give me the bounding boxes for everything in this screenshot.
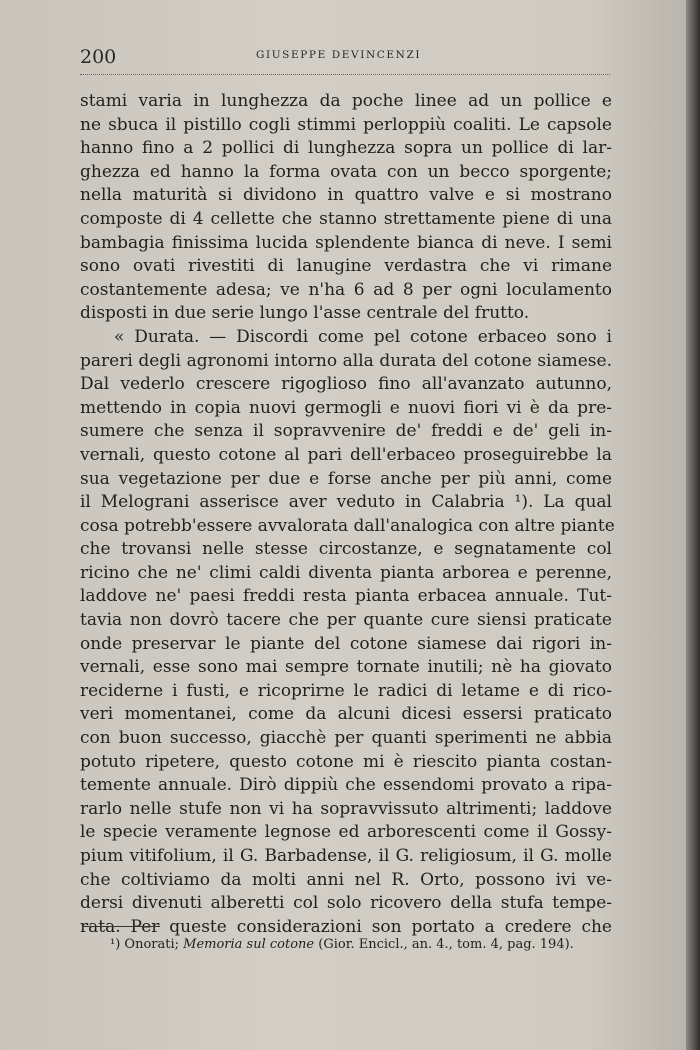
running-title: GIUSEPPE DEVINCENZI: [256, 49, 422, 61]
text-line: stami varia in lunghezza da poche linee ad un pollice e: [80, 91, 612, 111]
text-line: sono ovati rivestiti di lanugine verdastra che vi rimane: [80, 256, 612, 277]
text-line: le specie veramente legnose ed arborescenti come il Gossy-: [80, 822, 612, 843]
text-line: potuto ripetere, questo cotone mi è riescito pianta costan-: [80, 751, 612, 772]
text-line: tavia non dovrò tacere che per quante cure siensi praticate: [80, 610, 612, 631]
text-line: mettendo in copia nuovi germogli e nuovi fiori vi è da pre-: [80, 397, 612, 418]
text-line: vernali, questo cotone al pari dell'erbaceo proseguirebbe la: [80, 444, 612, 465]
text-line: con buon successo, giacchè per quanti sperimenti ne abbia: [80, 728, 612, 749]
text-line: onde preservar le piante del cotone siamese dai rigori in-: [80, 633, 612, 654]
text-line: ricino che ne' climi caldi diventa pianta arborea e perenne,: [80, 562, 612, 583]
header-rule: [80, 74, 610, 75]
text-line: vernali, esse sono mai sempre tornate inutili; nè ha giovato: [80, 657, 612, 678]
text-line: laddove ne' paesi freddi resta pianta erbacea annuale. Tut-: [80, 586, 612, 607]
text-line: Dal vederlo crescere rigoglioso fino all'avanzato autunno,: [80, 374, 612, 395]
text-line: reciderne i fusti, e ricoprirne le radici di letame e di rico-: [80, 680, 612, 701]
text-line: nella maturità si dividono in quattro valve e si mostrano: [80, 185, 612, 206]
text-line: temente annuale. Dirò dippiù che essendomi provato a ripa-: [80, 775, 612, 796]
text-line: ne sbuca il pistillo cogli stimmi perloppiù coaliti. Le capsole: [80, 114, 612, 135]
book-gutter: [686, 0, 700, 1050]
text-line: il Melograni asserisce aver veduto in Calabria ¹). La qual: [80, 492, 612, 513]
page-number: 200: [80, 46, 117, 68]
text-line: pareri degli agronomi intorno alla durata del cotone siamese.: [80, 350, 612, 371]
text-line: disposti in due serie lungo l'asse centrale del frutto.: [80, 303, 530, 324]
text-line: che coltiviamo da molti anni nel R. Orto, possono ivi ve-: [80, 869, 612, 890]
text-line: rata. Per queste considerazioni son portato a credere che: [80, 916, 612, 937]
text-line: sumere che senza il sopravvenire de' freddi e de' geli in-: [80, 421, 612, 442]
text-line: cosa potrebb'essere avvalorata dall'analogica con altre piante: [80, 515, 615, 536]
text-line: hanno fino a 2 pollici di lunghezza sopra un pollice di lar-: [80, 138, 612, 159]
text-line: veri momentanei, come da alcuni dicesi essersi praticato: [80, 704, 612, 725]
footnote-reference: (Gior. Encicl., an. 4., tom. 4, pag. 194).: [318, 937, 574, 952]
text-line: composte di 4 cellette che stanno strettamente piene di una: [80, 208, 612, 229]
page-header: [80, 44, 610, 74]
footnote-rule: [82, 926, 160, 927]
text-line: bambagia finissima lucida splendente bianca di neve. I semi: [80, 232, 612, 253]
text-line: ghezza ed hanno la forma ovata con un becco sporgente;: [80, 161, 612, 182]
text-line: dersi divenuti alberetti col solo ricovero della stufa tempe-: [80, 893, 612, 914]
footnote-title: Memoria sul cotone: [183, 937, 315, 952]
text-line: « Durata. — Discordi come pel cotone erbaceo sono i: [114, 326, 612, 347]
text-line: costantemente adesa; ve n'ha 6 ad 8 per ogni loculamento: [80, 279, 612, 300]
text-line: pium vitifolium, il G. Barbadense, il G. religiosum, il G. molle: [80, 846, 612, 866]
text-line: sua vegetazione per due e forse anche per più anni, come: [80, 468, 612, 489]
body-text: [80, 90, 615, 939]
text-line: rarlo nelle stufe non vi ha sopravvissuto altrimenti; laddove: [80, 798, 612, 819]
footnote-marker: ¹) Onorati;: [110, 937, 179, 952]
footnote: [110, 936, 610, 954]
text-line: che trovansi nelle stesse circostanze, e segnatamente col: [80, 539, 612, 560]
